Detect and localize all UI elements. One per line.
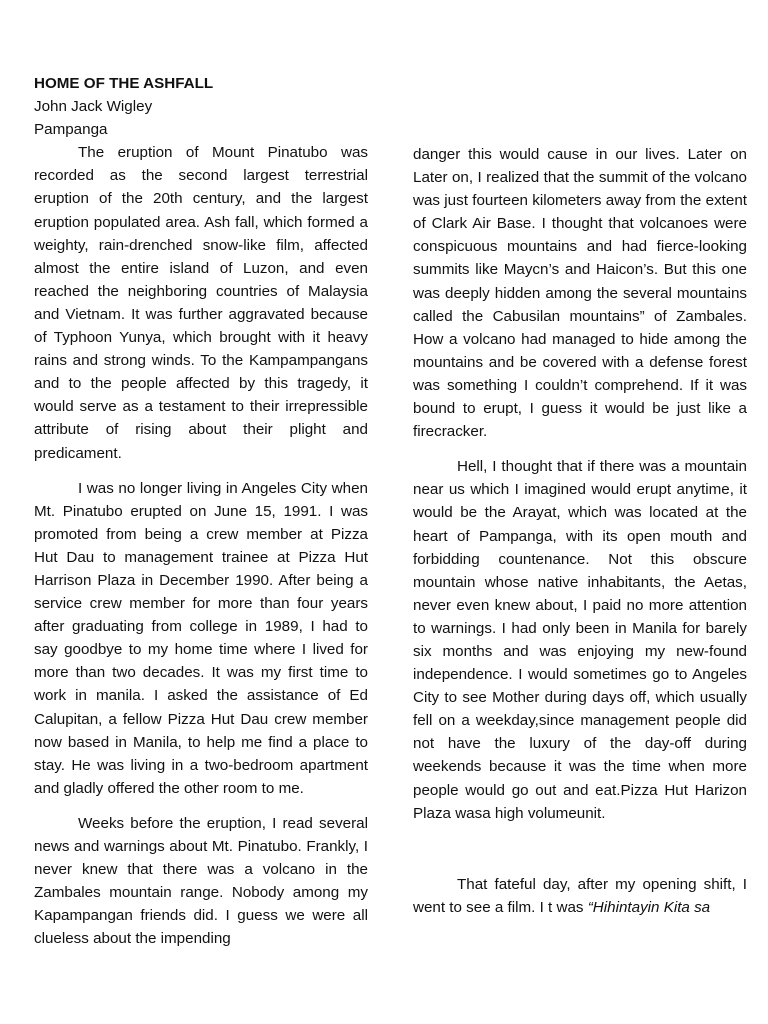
film-title-italic: “Hihintayin Kita sa bbox=[587, 898, 711, 916]
paragraph-1: The eruption of Mount Pinatubo was recorded as the second largest terrestrial eruption of the 20th century, and the largest eruption populated area. Ash fall, which formed a weighty, rain-drenched snow-like film, affected almost the entire island of Luzon, and even reached the neighboring countries of Malaysia and Vietnam. It was further aggravated because of Typhoon Yunya, which brought with it heavy rains and strong winds. To the Kampampangans and to the people affected by this tragedy, it would serve as a testament to their irrepressible attribute of rising about their plight and predicament. bbox=[34, 144, 368, 462]
paragraph-4: Hell, I thought that if there was a mountain near us which I imagined would erupt anytime, it would be the Arayat, which was located at the heart of Pampanga, with its open mouth and forbidding countenance. Not this obscure mountain whose native inhabitants, the Aetas, never even knew about, I paid no more attention to warnings. I had only been in Manila for barely six months and was enjoying my new-found independence. I would sometimes go to Angeles City to see Mother during days off, which usually fell on a weekday,since management people did not have the luxury of the day-off during weekends because it was the time when more people would go out and eat.Pizza Hut Harizon Plaza wasa high volumeunit. bbox=[413, 458, 747, 822]
article-title: HOME OF THE ASHFALL bbox=[34, 75, 214, 92]
left-column bbox=[34, 72, 368, 950]
right-column bbox=[413, 143, 747, 919]
author-name: John Jack Wigley bbox=[34, 98, 153, 116]
paragraph-5 bbox=[413, 873, 747, 919]
paragraph-5-text: That fateful day, after my opening shift, I went to see a film. I t was bbox=[413, 875, 747, 916]
paragraph-3: Weeks before the eruption, I read several news and warnings about Mt. Pinatubo. Frankly, I never knew that there was a volcano in the Zambales mountain range. Nobody among my Kapampangan friends did. I guess we were all clueless about the impending bbox=[34, 814, 368, 948]
paragraph-3-continued: danger this would cause in our lives. Later on Later on, I realized that the summit of the volcano was just fourteen kilometers away from the extent of Clark Air Base. I thought that volcanoes were conspicuous mountains and had fierce-looking summits like Maycn’s and Haicon’s. But this one was deeply hidden among the several mountains called the Cabusilan mountains” of Zambales. How a volcano had managed to hide among the mountains and be covered with a defense forest was something I couldn’t comprehend. If it was bound to erupt, I guess it would be just like a firecracker. bbox=[413, 146, 747, 441]
author-place: Pampanga bbox=[34, 121, 108, 139]
paragraph-2: I was no longer living in Angeles City when Mt. Pinatubo erupted on June 15, 1991. I was promoted from being a crew member at Pizza Hut Dau to management trainee at Pizza Hut Harrison Plaza in December 1990. After being a service crew member for more than four years after graduating from college in 1989, I had to say goodbye to my home time where I lived for more than two decades. It was my first time to work in manila. I asked the assistance of Ed Calupitan, a fellow Pizza Hut Dau crew member now based in Manila, to help me find a place to stay. He was living in a two-bedroom apartment and gladly offered the other room to me. bbox=[34, 479, 368, 797]
